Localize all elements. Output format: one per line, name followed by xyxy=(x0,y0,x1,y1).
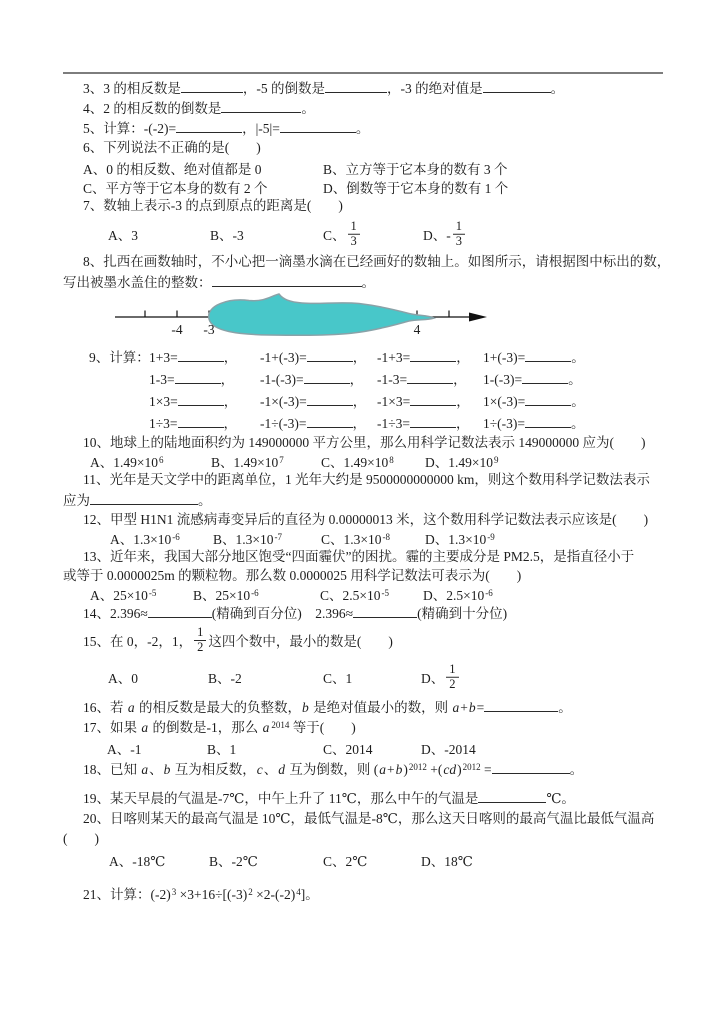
text-segment: D、1.3×10 xyxy=(425,532,487,547)
text-segment: 这四个数中，最小的数是( ) xyxy=(208,634,393,649)
superscript: 2014 xyxy=(271,719,290,730)
text-segment: = xyxy=(480,762,492,777)
text-segment: 的倒数是-1，那么 xyxy=(149,720,262,735)
text-segment: 1-(-3)= xyxy=(483,372,523,387)
text-segment: -1÷(-3)= xyxy=(260,416,307,431)
option xyxy=(377,346,470,366)
text-segment: ]。 xyxy=(300,887,319,902)
text-segment: 8、扎西在画数轴时，不小心把一滴墨水滴在已经画好的数轴上。如图所示，请根据图中标出的数， xyxy=(83,254,671,269)
question-line xyxy=(63,603,663,623)
question-line xyxy=(63,566,663,585)
text-segment: ， xyxy=(223,416,238,431)
fraction xyxy=(446,663,458,692)
answer-blank xyxy=(410,347,456,362)
question-line xyxy=(63,490,663,510)
options-row xyxy=(63,657,663,697)
text-segment: D、倒数等于它本身的数有 1 个 xyxy=(323,180,509,196)
option xyxy=(89,346,150,366)
text-segment: ， xyxy=(456,394,470,409)
text-segment: 1+(-3)= xyxy=(483,350,526,365)
answer-blank xyxy=(181,78,243,93)
option xyxy=(425,451,499,471)
option xyxy=(321,528,390,548)
superscript: 2012 xyxy=(408,761,427,772)
option xyxy=(323,220,362,249)
text-segment: 。 xyxy=(571,394,585,409)
superscript: 8 xyxy=(389,454,394,465)
math-variable: b xyxy=(395,762,403,777)
option xyxy=(110,528,180,548)
option xyxy=(483,368,582,388)
fraction xyxy=(348,220,360,249)
answer-blank xyxy=(178,347,224,362)
text-segment: B、-2 xyxy=(208,671,242,686)
math-variable: cd xyxy=(443,762,457,777)
question-line xyxy=(63,118,663,138)
text-segment: 。 xyxy=(361,275,375,290)
question-line xyxy=(63,433,663,452)
question-line xyxy=(63,196,663,216)
option xyxy=(377,390,470,410)
text-segment: ， xyxy=(352,416,367,431)
text-segment: 17、如果 xyxy=(83,720,141,735)
math-variable: a xyxy=(141,762,149,777)
text-segment: A、0 的相反数、绝对值都是 0 xyxy=(83,161,262,177)
text-segment: ， xyxy=(220,372,235,387)
options-row xyxy=(63,849,663,870)
text-segment: B、-2℃ xyxy=(209,853,258,869)
math-variable: a xyxy=(262,720,270,735)
text-segment: 写出被墨水盖住的整数： xyxy=(63,275,212,290)
answer-blank xyxy=(484,697,558,712)
text-segment: ， xyxy=(352,394,367,409)
text-segment: (精确到十分位) xyxy=(417,605,508,621)
question-line xyxy=(63,697,663,717)
option xyxy=(323,667,352,687)
math-variable: b xyxy=(302,699,309,715)
text-segment: 的相反数是最大的负整数， xyxy=(135,699,301,715)
text-segment: -1×3= xyxy=(377,394,411,409)
answer-blank xyxy=(407,369,453,384)
text-segment: (精确到百分位) 2.396≈ xyxy=(211,605,354,621)
answer-blank xyxy=(280,118,356,133)
text-segment: 16、若 xyxy=(83,699,127,715)
fraction-numerator: 1 xyxy=(453,220,465,235)
text-segment: 10、地球上的陆地面积约为 149000000 平方公里，那么用科学记数法表示 149000000 应为( ) xyxy=(83,435,646,450)
fraction-numerator: 1 xyxy=(348,220,360,235)
superscript: -5 xyxy=(148,587,157,598)
options-row xyxy=(63,367,663,389)
superscript: 7 xyxy=(279,454,284,465)
text-segment: D、- xyxy=(423,228,451,243)
math-variable: d xyxy=(278,762,285,777)
text-segment: 15、在 0，-2，1， xyxy=(83,634,193,649)
question-line xyxy=(63,98,663,118)
option xyxy=(260,346,366,366)
text-segment: B、25×10 xyxy=(193,588,251,603)
question-line xyxy=(63,758,663,782)
option xyxy=(377,368,467,388)
superscript: 3 xyxy=(171,886,177,897)
options-row xyxy=(63,411,663,433)
text-segment: ， xyxy=(352,350,367,365)
superscript: 2 xyxy=(248,886,253,897)
text-segment: 、 xyxy=(149,762,163,777)
text-segment: 3、3 的相反数是 xyxy=(83,80,181,96)
superscript: 4 xyxy=(296,886,301,897)
option xyxy=(320,584,389,604)
numberline-svg xyxy=(113,293,533,345)
text-segment: ，-5 的倒数是 xyxy=(242,80,325,96)
text-segment: ， xyxy=(349,372,364,387)
option xyxy=(209,850,258,870)
option xyxy=(208,667,242,687)
text-segment: +( xyxy=(426,762,443,777)
superscript: -6 xyxy=(172,531,180,542)
answer-blank xyxy=(307,347,353,362)
fraction-numerator: 1 xyxy=(194,626,206,641)
text-segment: -1-(-3)= xyxy=(260,372,304,387)
text-segment: ×2-(-2) xyxy=(252,887,296,902)
option xyxy=(83,177,268,197)
text-segment: = xyxy=(476,699,485,715)
question-line xyxy=(63,510,663,529)
text-segment: 14、2.396≈ xyxy=(83,605,148,621)
text-segment: + xyxy=(460,699,468,715)
option xyxy=(323,738,373,758)
text-segment: B、1 xyxy=(207,742,237,757)
option xyxy=(207,738,236,758)
text-segment: B、1.3×10 xyxy=(213,532,274,547)
text-segment: A、1.49×10 xyxy=(90,455,158,470)
text-segment: ) xyxy=(457,762,462,777)
text-segment: + xyxy=(387,762,395,777)
text-segment: C、平方等于它本身的数有 2 个 xyxy=(83,180,268,196)
option xyxy=(210,224,244,244)
superscript: -9 xyxy=(487,531,495,542)
math-variable: a xyxy=(379,762,386,777)
superscript: -7 xyxy=(274,531,282,542)
option xyxy=(83,158,262,178)
fraction-denominator: 2 xyxy=(449,676,456,691)
fraction-denominator: 3 xyxy=(350,233,357,248)
option xyxy=(423,220,467,249)
text-segment: 。 xyxy=(198,492,212,508)
option xyxy=(108,224,138,244)
text-segment: A、-18℃ xyxy=(109,853,166,869)
text-segment: 应为 xyxy=(63,492,90,508)
text-segment: 、 xyxy=(263,762,278,777)
options-row xyxy=(63,452,663,470)
text-segment: D、18℃ xyxy=(421,853,473,869)
superscript: -6 xyxy=(485,587,493,598)
text-segment: 1-3= xyxy=(149,372,175,387)
text-segment: 21、计算：(-2) xyxy=(83,887,171,902)
text-segment: ℃。 xyxy=(546,791,575,806)
answer-blank xyxy=(212,272,362,287)
answer-blank xyxy=(325,78,387,93)
text-segment: A、0 xyxy=(108,671,138,686)
text-segment: 互为相反数， xyxy=(171,762,256,777)
text-segment: 。 xyxy=(355,120,370,136)
numberline-figure xyxy=(113,293,663,345)
option xyxy=(149,368,234,388)
text-segment: C、2014 xyxy=(323,742,373,757)
text-segment: A、1.3×10 xyxy=(110,532,172,547)
option xyxy=(149,412,237,432)
text-segment: 18、已知 xyxy=(83,762,141,777)
answer-blank xyxy=(410,391,456,406)
answer-blank xyxy=(178,391,224,406)
option xyxy=(260,390,366,410)
question-line xyxy=(63,717,663,738)
tick-label: -4 xyxy=(171,322,183,337)
text-segment: ，-3 的绝对值是 xyxy=(387,80,483,96)
option xyxy=(149,390,237,410)
option xyxy=(193,584,259,604)
text-segment: C、1.3×10 xyxy=(321,532,382,547)
text-segment: ， xyxy=(456,416,470,431)
answer-blank xyxy=(353,603,417,618)
text-segment: ， xyxy=(456,350,470,365)
option xyxy=(483,412,585,432)
fraction xyxy=(453,220,465,249)
text-segment: 是绝对值最小的数，则 xyxy=(309,699,452,715)
option xyxy=(483,390,585,410)
text-segment: -1+(-3)= xyxy=(260,350,307,365)
superscript: -6 xyxy=(251,587,259,598)
answer-blank xyxy=(525,347,571,362)
text-segment: 1×(-3)= xyxy=(483,394,526,409)
superscript: -8 xyxy=(382,531,390,542)
text-segment: 1+3= xyxy=(149,350,178,365)
tick-label: -3 xyxy=(203,322,215,337)
text-segment: 4、2 的相反数的倒数是 xyxy=(83,100,222,116)
options-row xyxy=(63,389,663,411)
text-segment: B、-3 xyxy=(210,228,244,243)
text-segment: D、-2014 xyxy=(421,742,476,757)
superscript: 2012 xyxy=(462,761,481,772)
text-segment: ，|-5|= xyxy=(242,120,280,136)
option xyxy=(323,177,508,197)
question-line xyxy=(63,623,663,657)
options-row xyxy=(63,177,663,196)
superscript: 6 xyxy=(159,454,164,465)
option xyxy=(260,368,363,388)
options-row xyxy=(63,738,663,758)
option xyxy=(213,528,282,548)
worksheet-content xyxy=(63,72,671,908)
answer-blank xyxy=(175,369,221,384)
option xyxy=(323,158,508,178)
question-line xyxy=(63,470,663,490)
question-line xyxy=(63,252,671,272)
text-segment: C、1 xyxy=(323,671,353,686)
text-segment: 。 xyxy=(571,416,585,431)
text-segment: -1-3= xyxy=(377,372,408,387)
option xyxy=(423,584,493,604)
text-segment: 。 xyxy=(569,762,584,777)
option xyxy=(321,451,394,471)
question-line xyxy=(63,829,663,849)
text-segment: 。 xyxy=(571,350,585,365)
question-line xyxy=(63,788,663,809)
fraction-denominator: 2 xyxy=(197,639,204,654)
text-segment: 。 xyxy=(301,100,315,116)
text-segment: 。 xyxy=(568,372,582,387)
text-segment: B、1.49×10 xyxy=(211,455,279,470)
answer-blank xyxy=(178,413,224,428)
text-segment: 。 xyxy=(550,80,565,96)
ink-blot xyxy=(209,294,434,335)
answer-blank xyxy=(304,369,350,384)
text-segment: 20、日喀则某天的最高气温是 10℃，最低气温是-8℃，那么这天日喀则的最高气温比最低气温高 xyxy=(83,811,655,826)
answer-blank xyxy=(148,603,212,618)
option xyxy=(260,412,366,432)
answer-blank xyxy=(522,369,568,384)
text-segment: -1+3= xyxy=(377,350,411,365)
option xyxy=(323,850,367,870)
text-segment: D、 xyxy=(421,671,445,686)
answer-blank xyxy=(483,78,551,93)
options-row xyxy=(63,345,663,367)
text-segment: ， xyxy=(453,372,467,387)
text-segment: A、25×10 xyxy=(90,588,148,603)
text-segment: 13、近年来，我国大部分地区饱受“四面霾伏”的困扰。霾的主要成分是 PM2.5，是指直径小于 xyxy=(83,549,635,564)
option xyxy=(107,738,142,758)
text-segment: 6、下列说法不正确的是( ) xyxy=(83,140,261,155)
question-line xyxy=(63,78,663,98)
text-segment: C、 xyxy=(323,228,346,243)
text-segment: C、2.5×10 xyxy=(320,588,381,603)
fraction-denominator: 3 xyxy=(455,233,462,248)
options-row xyxy=(63,216,663,252)
answer-blank xyxy=(90,490,198,505)
options-row xyxy=(63,158,663,177)
option xyxy=(90,584,156,604)
math-variable: a xyxy=(452,699,460,715)
answer-blank xyxy=(478,788,546,803)
text-segment: D、2.5×10 xyxy=(423,588,485,603)
text-segment: B、立方等于它本身的数有 3 个 xyxy=(323,161,508,177)
text-segment: 或等于 0.0000025m 的颗粒物。那么数 0.0000025 用科学记数法可表示为( ) xyxy=(63,568,522,583)
answer-blank xyxy=(176,118,242,133)
option xyxy=(109,850,165,870)
text-segment: C、2℃ xyxy=(323,853,368,869)
text-segment: D、1.49×10 xyxy=(425,455,493,470)
text-segment: 等于( ) xyxy=(289,720,356,735)
text-segment: 互为倒数，则 ( xyxy=(286,762,379,777)
text-segment: 1×3= xyxy=(149,394,178,409)
text-segment: 7、数轴上表示-3 的点到原点的距离是( ) xyxy=(83,198,343,213)
answer-blank xyxy=(525,391,571,406)
text-segment: -1÷3= xyxy=(377,416,411,431)
text-segment: C、1.49×10 xyxy=(321,455,389,470)
fraction-numerator: 1 xyxy=(446,663,458,678)
question-line xyxy=(63,547,663,566)
text-segment: 12、甲型 H1N1 流感病毒变异后的直径为 0.00000013 米，这个数用科学记数法表示应该是( ) xyxy=(83,512,649,527)
superscript: -5 xyxy=(381,587,389,598)
option xyxy=(421,850,473,870)
tick-label: 4 xyxy=(413,322,421,337)
answer-blank xyxy=(307,413,353,428)
options-row xyxy=(63,585,663,603)
option xyxy=(211,451,284,471)
option xyxy=(425,528,495,548)
text-segment: A、-1 xyxy=(107,742,142,757)
text-segment: ) xyxy=(403,762,408,777)
answer-blank xyxy=(492,759,570,774)
text-segment: 9、计算： xyxy=(89,350,150,365)
text-segment: ， xyxy=(223,350,238,365)
answer-blank xyxy=(221,98,301,113)
option xyxy=(149,346,237,366)
text-segment: 1÷(-3)= xyxy=(483,416,526,431)
option xyxy=(421,663,461,692)
question-line xyxy=(63,809,663,829)
text-segment: 。 xyxy=(558,699,572,715)
question-line xyxy=(63,138,663,158)
text-segment: 5、计算：-(-2)= xyxy=(83,120,177,136)
option xyxy=(108,667,138,687)
question-line xyxy=(63,272,663,293)
answer-blank xyxy=(410,413,456,428)
answer-blank xyxy=(307,391,353,406)
text-segment: ( ) xyxy=(63,831,99,846)
text-segment: ， xyxy=(223,394,238,409)
superscript: 9 xyxy=(494,454,499,465)
text-segment: 1÷3= xyxy=(149,416,178,431)
math-variable: b xyxy=(163,762,171,777)
math-variable: a xyxy=(127,699,135,715)
question-line xyxy=(63,882,663,908)
answer-blank xyxy=(525,413,571,428)
text-segment: 11、光年是天文学中的距离单位，1 光年大约是 9500000000000 km，则这个数用科学记数法表示 xyxy=(83,472,650,487)
option xyxy=(377,412,470,432)
option xyxy=(483,346,585,366)
text-segment: ×3+16÷[(-3) xyxy=(176,887,248,902)
math-variable: b xyxy=(468,699,476,715)
top-divider xyxy=(63,72,663,74)
text-segment: A、3 xyxy=(108,228,138,243)
math-variable: a xyxy=(141,720,149,735)
text-segment: 19、某天早晨的气温是-7℃，中午上升了 11℃，那么中午的气温是 xyxy=(83,791,479,806)
option xyxy=(421,738,476,758)
arrowhead-icon xyxy=(469,313,487,322)
text-segment: -1×(-3)= xyxy=(260,394,307,409)
option xyxy=(90,451,164,471)
math-variable: c xyxy=(256,762,263,777)
options-row xyxy=(63,529,663,547)
fraction xyxy=(194,626,206,655)
